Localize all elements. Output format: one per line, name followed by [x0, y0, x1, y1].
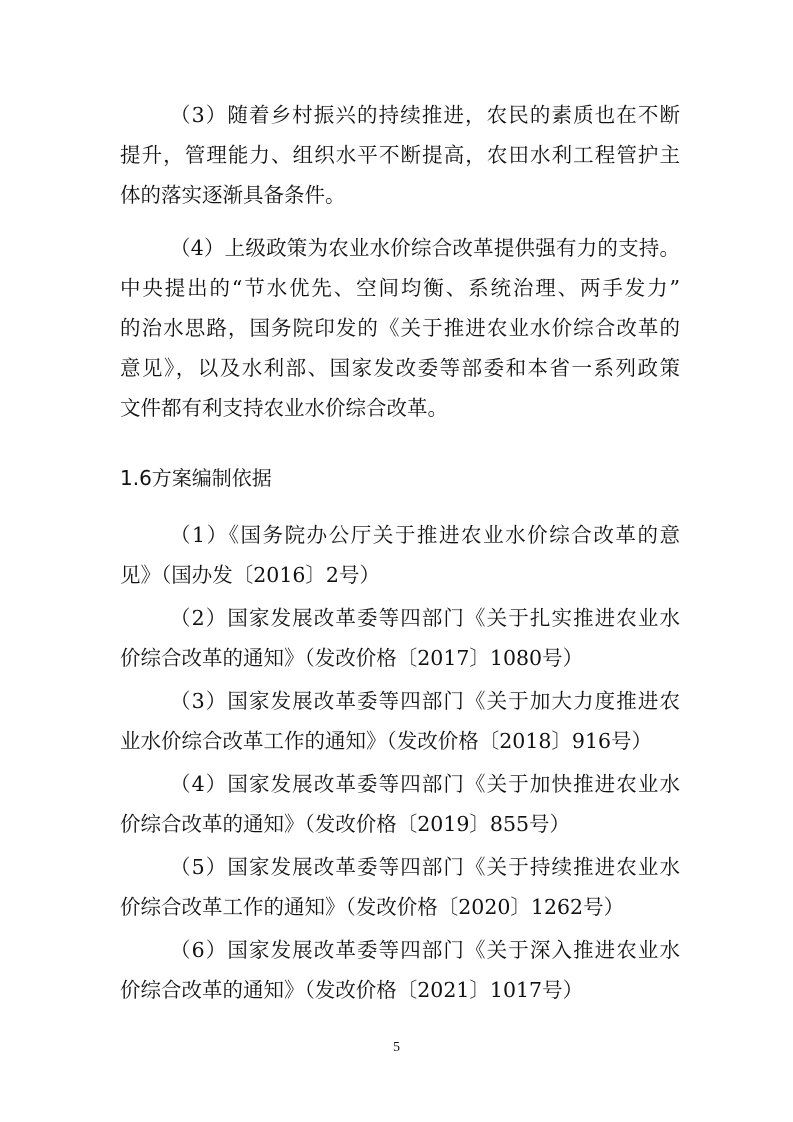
page-number: 5 [393, 1040, 400, 1055]
basis-item-5-line-2: 价综合改革工作的通知》（发改价格〔2020〕1262号） [120, 895, 625, 919]
basis-item-4-line-1: （4）国家发展改革委等四部门《关于加快推进农业水 [170, 772, 680, 796]
paragraph-2-line-3: 的治水思路，国务院印发的《关于推进农业水价综合改革的 [120, 316, 680, 340]
basis-item-3-line-2: 业水价综合改革工作的通知》（发改价格〔2018〕916号） [120, 729, 653, 753]
paragraph-2-line-4: 意见》，以及水利部、国家发改委等部委和本省一系列政策 [120, 356, 680, 380]
paragraph-2-line-2: 中央提出的“节水优先、空间均衡、系统治理、两手发力” [120, 276, 680, 300]
basis-item-4-line-2: 价综合改革的通知》（发改价格〔2019〕855号） [120, 812, 571, 836]
basis-item-5-line-1: （5）国家发展改革委等四部门《关于持续推进农业水 [170, 855, 680, 879]
basis-item-1-line-1: （1）《国务院办公厅关于推进农业水价综合改革的意 [170, 523, 680, 547]
basis-item-1-line-2: 见》（国办发〔2016〕2号） [120, 563, 380, 587]
basis-item-2-line-2: 价综合改革的通知》（发改价格〔2017〕1080号） [120, 646, 584, 670]
paragraph-1-line-2: 提升，管理能力、组织水平不断提高，农田水利工程管护主 [120, 143, 680, 167]
basis-item-6-line-2: 价综合改革的通知》（发改价格〔2021〕1017号） [120, 978, 584, 1002]
paragraph-2-line-5: 文件都有利支持农业水价综合改革。 [120, 396, 448, 420]
section-heading: 1.6方案编制依据 [120, 466, 272, 490]
paragraph-1-line-1: （3）随着乡村振兴的持续推进，农民的素质也在不断 [170, 103, 680, 127]
basis-item-3-line-1: （3）国家发展改革委等四部门《关于加大力度推进农 [170, 689, 680, 713]
paragraph-1-line-3: 体的落实逐渐具备条件。 [120, 183, 346, 207]
basis-item-6-line-1: （6）国家发展改革委等四部门《关于深入推进农业水 [170, 938, 680, 962]
paragraph-2-line-1: （4）上级政策为农业水价综合改革提供强有力的支持。 [170, 236, 680, 260]
basis-item-2-line-1: （2）国家发展改革委等四部门《关于扎实推进农业水 [170, 606, 680, 630]
